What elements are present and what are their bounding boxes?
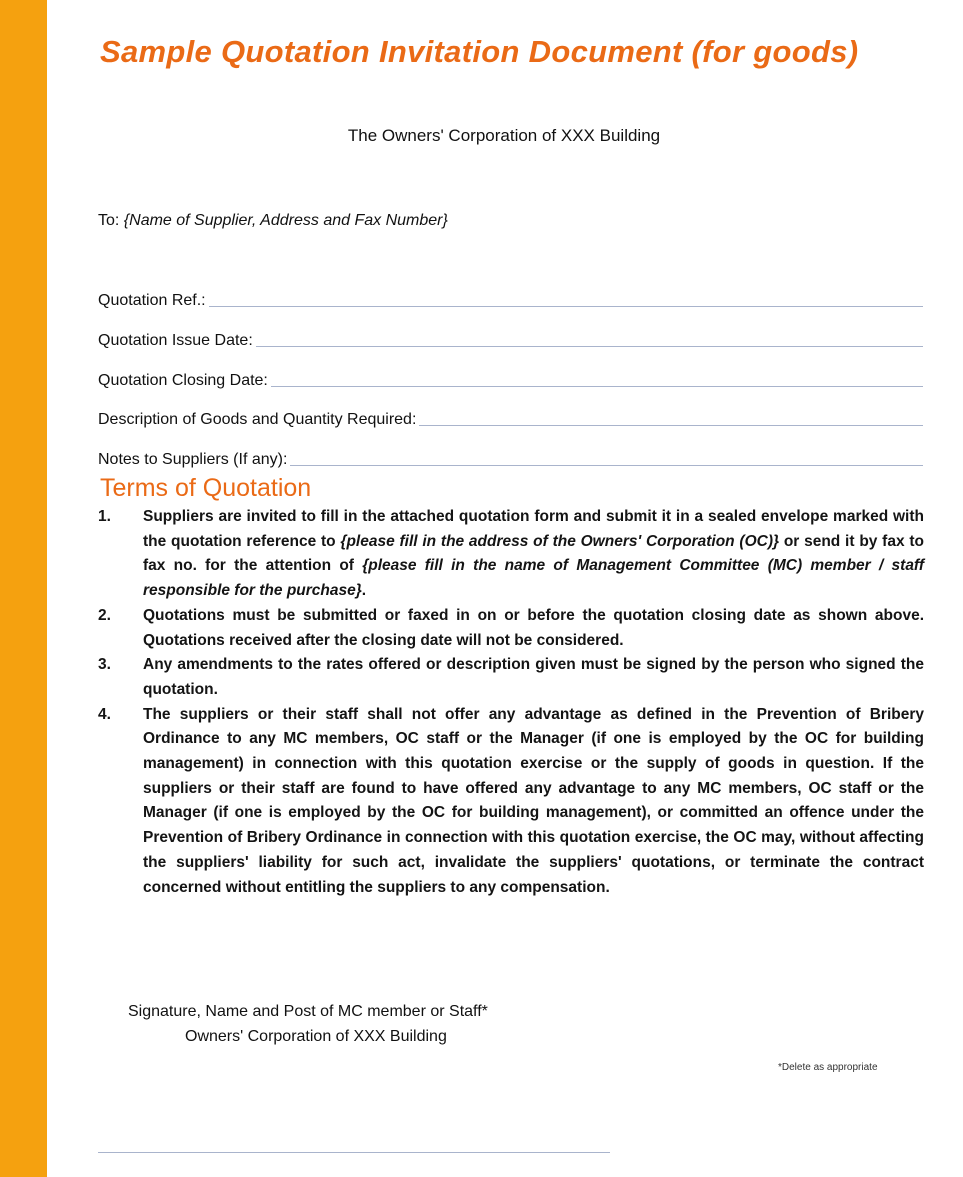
term-text: Suppliers are invited to fill in the attached quotation form and submit it in a sealed envelope marked with the quotation reference to [143, 508, 924, 550]
signature-rule [98, 1152, 610, 1153]
term-item [98, 703, 924, 901]
issue-date-field [98, 332, 923, 350]
document-title: Sample Quotation Invitation Document (for goods) [100, 34, 859, 69]
signature-block [128, 999, 488, 1049]
term-number: 1. [98, 508, 111, 525]
term-placeholder-address: {please fill in the address of the Owners' Corporation (OC)} [340, 532, 780, 550]
delete-note: *Delete as appropriate [778, 1062, 878, 1073]
term-item [98, 604, 924, 653]
organization-name: The Owners' Corporation of XXX Building [347, 126, 661, 145]
recipient-label: To: [98, 212, 120, 229]
signature-line-1: Signature, Name and Post of MC member or Staff* [128, 1003, 488, 1020]
term-placeholder-name: {please fill in the name of Management Committee (MC) member / staff responsible for the purchase} [143, 557, 924, 600]
term-item [98, 505, 924, 604]
goods-description-label: Description of Goods and Quantity Required: [98, 411, 417, 428]
closing-date-field [98, 372, 923, 390]
term-text: . [361, 582, 367, 600]
term-number: 4. [98, 705, 111, 723]
term-number: 3. [98, 656, 111, 674]
term-number: 2. [98, 606, 111, 624]
term-text: Quotations must be submitted or faxed in on or before the quotation closing date as shown above. Quotations received after the closing date will not be considered. [143, 606, 924, 649]
term-item [98, 653, 924, 702]
supplier-notes-field [98, 451, 923, 469]
goods-description-field [98, 411, 923, 429]
term-text: or send it by fax to fax no. for the attention of [143, 532, 925, 575]
term-text: The suppliers or their staff shall not offer any advantage as defined in the Prevention of Bribery Ordinance to any MC members, OC staff or the Manager (if one is employed by the OC for building management) in connection with this quotation exercise or the supply of goods in question. If the suppliers or their staff are found to have offered any advantage to any MC members, OC staff or the Manager (if one is employed by the OC for building management), or committed an offence under the Prevention of Bribery Ordinance in connection with this quotation exercise, the OC may, without affecting the suppliers' liability for such act, invalidate the suppliers' quotations, or terminate the contract concerned without entitling the suppliers to any compensation. [143, 705, 924, 896]
quotation-ref-blank[interactable] [209, 305, 923, 307]
signature-line-2: Owners' Corporation of XXX Building [185, 1028, 447, 1045]
quotation-ref-label: Quotation Ref.: [98, 292, 206, 309]
terms-heading: Terms of Quotation [100, 474, 312, 502]
issue-date-label: Quotation Issue Date: [98, 332, 253, 349]
goods-description-blank[interactable] [419, 424, 923, 426]
recipient-placeholder: {Name of Supplier, Address and Fax Number} [123, 212, 448, 229]
term-text: Any amendments to the rates offered or description given must be signed by the person who signed the quotation. [143, 656, 924, 698]
issue-date-blank[interactable] [256, 345, 923, 347]
left-accent-bar [0, 0, 47, 1177]
supplier-notes-blank[interactable] [290, 464, 923, 466]
quotation-ref-field [98, 292, 923, 310]
recipient-line [98, 212, 448, 230]
supplier-notes-label: Notes to Suppliers (If any): [98, 451, 288, 468]
closing-date-label: Quotation Closing Date: [98, 372, 268, 389]
terms-list [98, 505, 924, 900]
closing-date-blank[interactable] [271, 385, 923, 387]
